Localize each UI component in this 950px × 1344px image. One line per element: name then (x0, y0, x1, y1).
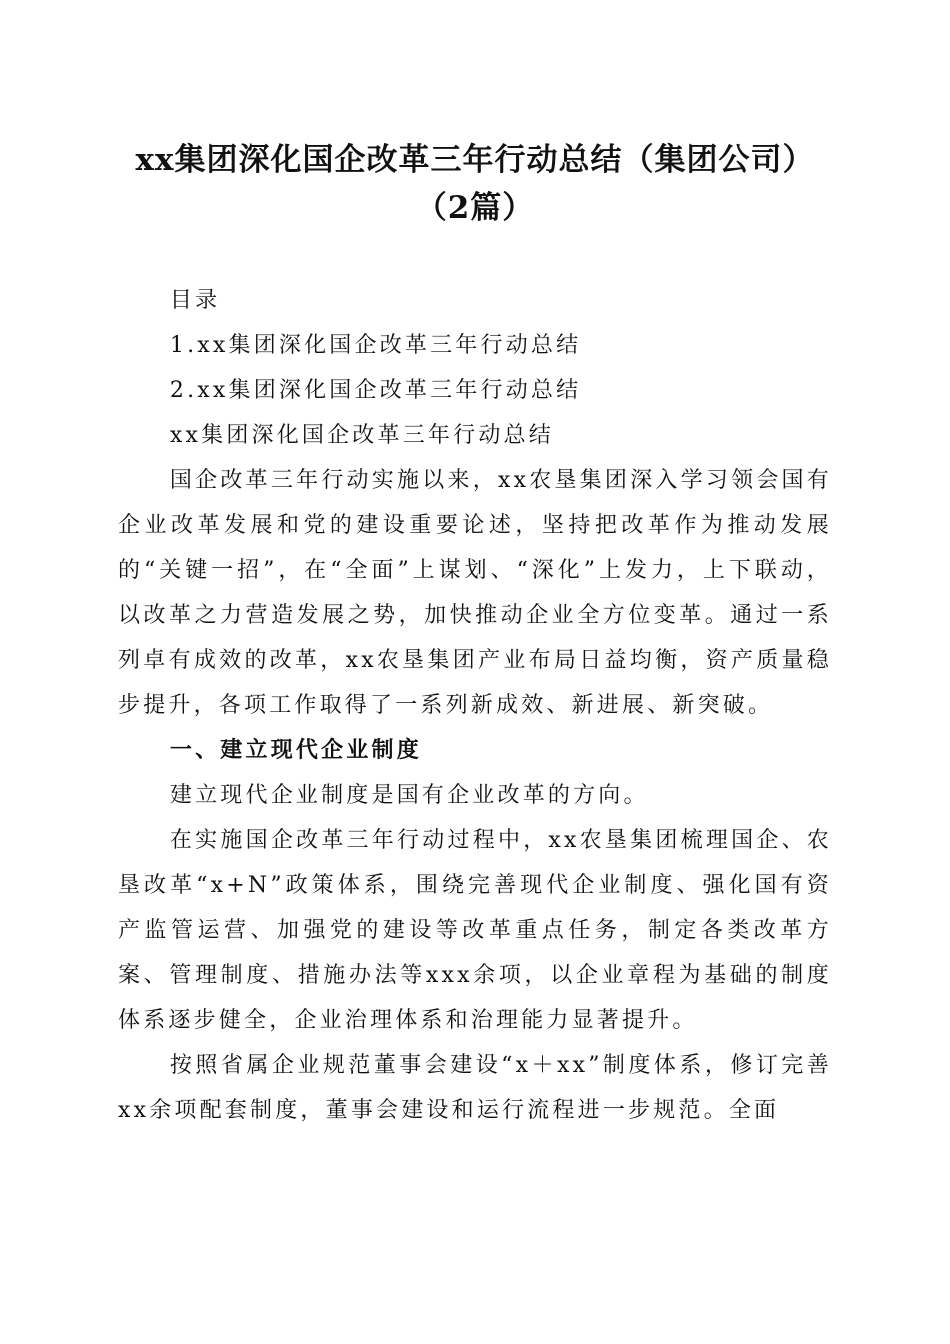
paragraph-3: 在实施国企改革三年行动过程中，xx农垦集团梳理国企、农垦改革“x+N”政策体系，围绕完善现代企业制度、强化国有资产监管运营、加强党的建设等改革重点任务，制定各类改革方案、管理制度、措施办法等xxx余项，以企业章程为基础的制度体系逐步健全，企业治理体系和治理能力显著提升。 (118, 828, 832, 1033)
paragraph-intro: 国企改革三年行动实施以来，xx农垦集团深入学习领会国有企业改革发展和党的建设重要论述，坚持把改革作为推动发展的“关键一招”，在“全面”上谋划、“深化”上发力，上下联动，以改革之力营造发展之势，加快推动企业全方位变革。通过一系列卓有成效的改革，xx农垦集团产业布局日益均衡，资产质量稳步提升，各项工作取得了一系列新成效、新进展、新突破。 (118, 468, 832, 718)
article-title: xx集团深化国企改革三年行动总结 (169, 423, 554, 448)
toc-item-1: 1.xx集团深化国企改革三年行动总结 (169, 333, 582, 358)
section-heading-1: 一、建立现代企业制度 (169, 738, 422, 763)
toc-label: 目录 (169, 288, 221, 313)
toc-item-2: 2.xx集团深化国企改革三年行动总结 (169, 378, 582, 403)
document-body (118, 278, 832, 1133)
paragraph-4: 按照省属企业规范董事会建设“x＋xx”制度体系，修订完善xx余项配套制度，董事会建设和运行流程进一步规范。全面 (118, 1053, 832, 1123)
document-title: xx集团深化国企改革三年行动总结（集团公司）（2篇） (135, 142, 815, 226)
paragraph-2: 建立现代企业制度是国有企业改革的方向。 (169, 783, 649, 808)
